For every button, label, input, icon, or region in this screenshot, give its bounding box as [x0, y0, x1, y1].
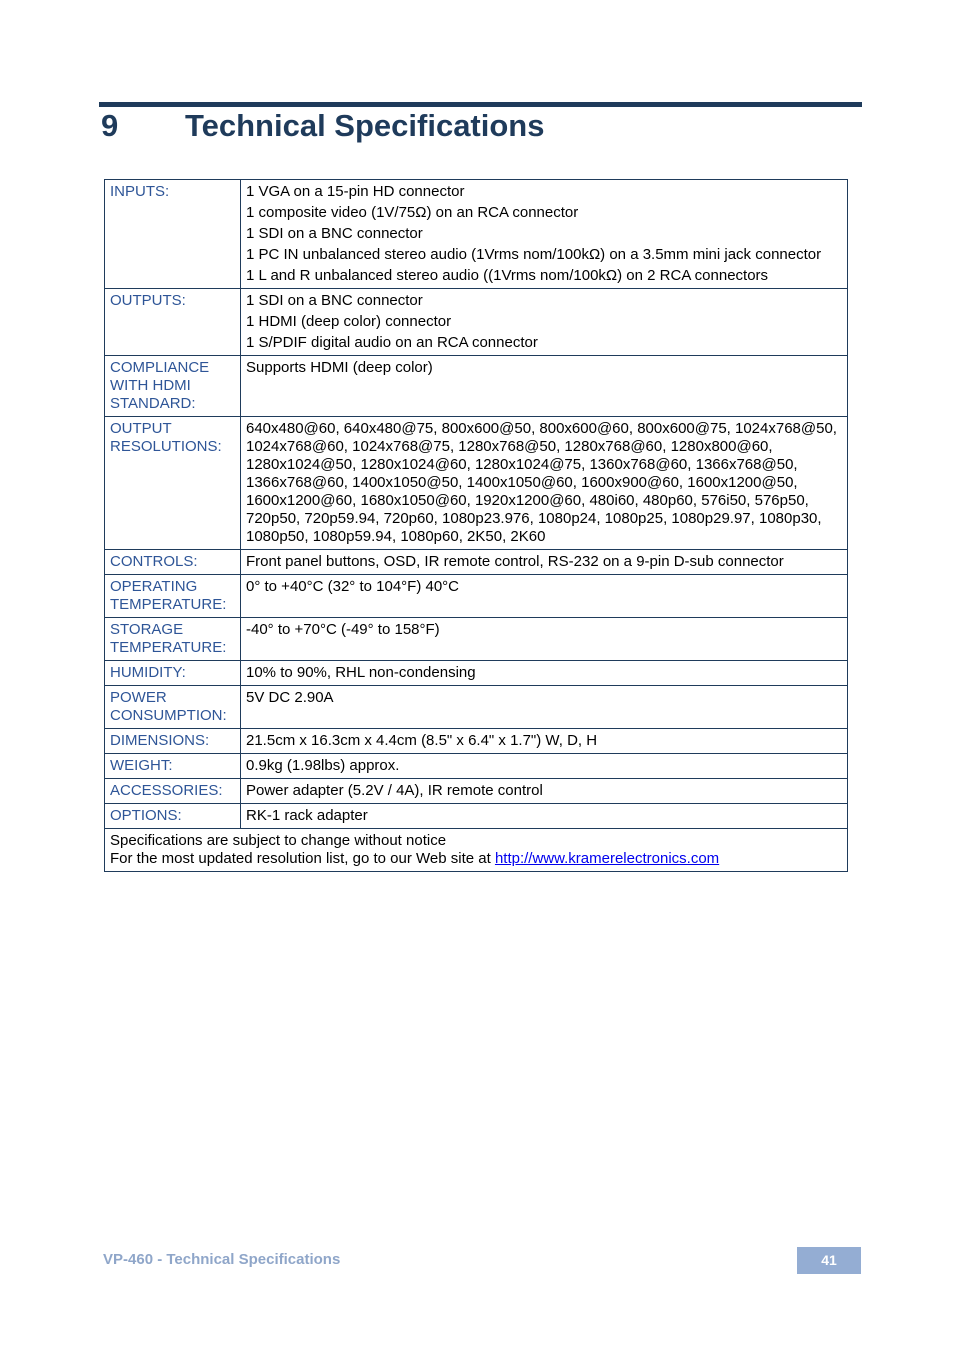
spec-value-line: 21.5cm x 16.3cm x 4.4cm (8.5" x 6.4" x 1.7") W, D, H [246, 732, 598, 749]
spec-value-line: 5V DC 2.90A [246, 689, 334, 706]
spec-value-line: 0° to +40°C (32° to 104°F) 40°C [246, 578, 460, 595]
spec-row [105, 575, 848, 618]
spec-value [241, 289, 848, 356]
spec-value-line: 1 PC IN unbalanced stereo audio (1Vrms nom/100kΩ) on a 3.5mm mini jack connector [246, 246, 822, 263]
website-link[interactable]: http://www.kramerelectronics.com [494, 850, 720, 867]
spec-row [105, 804, 848, 829]
spec-value-line: -40° to +70°C (-49° to 158°F) [246, 621, 440, 638]
spec-value-line: 640x480@60, 640x480@75, 800x600@50, 800x600@60, 800x600@75, 1024x768@50, 1024x768@60, 1024x768@75, 1280x768@50, 1280x768@60, 1280x800@60, 1280x1024@50, 1280x1024@60, 1280x1024@75, 1360x768@60, 1366x768@50, 1366x768@60, 1400x1050@50, 1400x1050@60, 1600x900@60, 1600x1200@50, 1600x1200@60, 1680x1050@60, 1920x1200@60, 480i60, 480p60, 576i50, 576p50, 720p50, 720p59.94, 720p60, 1080p23.976, 1080p24, 1080p25, 1080p29.97, 1080p30, 1080p50, 1080p59.94, 1080p60, 2K50, 2K60 [246, 420, 837, 545]
spec-value-line: Power adapter (5.2V / 4A), IR remote control [246, 782, 543, 799]
spec-value [241, 356, 848, 417]
spec-value [241, 686, 848, 729]
spec-label: ACCESSORIES: [105, 779, 241, 804]
spec-value [241, 661, 848, 686]
notes-line-2 [110, 850, 842, 868]
spec-value [241, 729, 848, 754]
spec-row [105, 729, 848, 754]
spec-label: CONTROLS: [105, 550, 241, 575]
footer-title: VP-460 - Technical Specifications [103, 1251, 341, 1268]
spec-row [105, 661, 848, 686]
spec-value [241, 618, 848, 661]
notes-row [105, 829, 848, 872]
spec-value-line: 1 HDMI (deep color) connector [246, 313, 452, 330]
notes-line-1: Specifications are subject to change without notice [110, 832, 447, 849]
spec-label: WEIGHT: [105, 754, 241, 779]
spec-value-line: 1 S/PDIF digital audio on an RCA connector [246, 334, 538, 351]
spec-row [105, 754, 848, 779]
spec-value-line: RK-1 rack adapter [246, 807, 368, 824]
spec-label: DIMENSIONS: [105, 729, 241, 754]
notes-line-2-text: For the most updated resolution list, go to our Web site at [110, 850, 495, 867]
spec-value-line: 1 L and R unbalanced stereo audio ((1Vrms nom/100kΩ) on 2 RCA connectors [246, 267, 769, 284]
spec-label: OPERATING TEMPERATURE: [105, 575, 241, 618]
spec-row [105, 180, 848, 289]
spec-value-line: 1 VGA on a 15-pin HD connector [246, 183, 465, 200]
spec-value [241, 804, 848, 829]
spec-value [241, 575, 848, 618]
spec-value-line: 1 SDI on a BNC connector [246, 225, 423, 242]
spec-value [241, 779, 848, 804]
spec-row [105, 356, 848, 417]
top-rule [99, 102, 862, 107]
section-title: Technical Specifications [185, 108, 545, 143]
spec-value [241, 180, 848, 289]
spec-label: STORAGE TEMPERATURE: [105, 618, 241, 661]
spec-value-line: 1 SDI on a BNC connector [246, 292, 423, 309]
spec-value-line: Front panel buttons, OSD, IR remote control, RS-232 on a 9-pin D-sub connector [246, 553, 784, 570]
spec-value-line: 1 composite video (1V/75Ω) on an RCA connector [246, 204, 579, 221]
notes-cell [105, 829, 848, 872]
page-title [101, 108, 544, 144]
spec-row [105, 686, 848, 729]
spec-label: COMPLIANCE WITH HDMI STANDARD: [105, 356, 241, 417]
spec-value-line: 10% to 90%, RHL non-condensing [246, 664, 476, 681]
spec-row [105, 618, 848, 661]
spec-label: OUTPUTS: [105, 289, 241, 356]
spec-label: INPUTS: [105, 180, 241, 289]
spec-label: OUTPUT RESOLUTIONS: [105, 417, 241, 550]
spec-row [105, 550, 848, 575]
spec-value-line: 0.9kg (1.98lbs) approx. [246, 757, 400, 774]
spec-row [105, 779, 848, 804]
spec-label: OPTIONS: [105, 804, 241, 829]
spec-table [104, 179, 848, 872]
spec-value [241, 550, 848, 575]
spec-value [241, 417, 848, 550]
spec-row [105, 417, 848, 550]
spec-row [105, 289, 848, 356]
spec-value-line: Supports HDMI (deep color) [246, 359, 433, 376]
spec-value [241, 754, 848, 779]
page-number: 41 [797, 1247, 861, 1274]
section-number: 9 [101, 108, 119, 143]
spec-label: HUMIDITY: [105, 661, 241, 686]
spec-label: POWER CONSUMPTION: [105, 686, 241, 729]
